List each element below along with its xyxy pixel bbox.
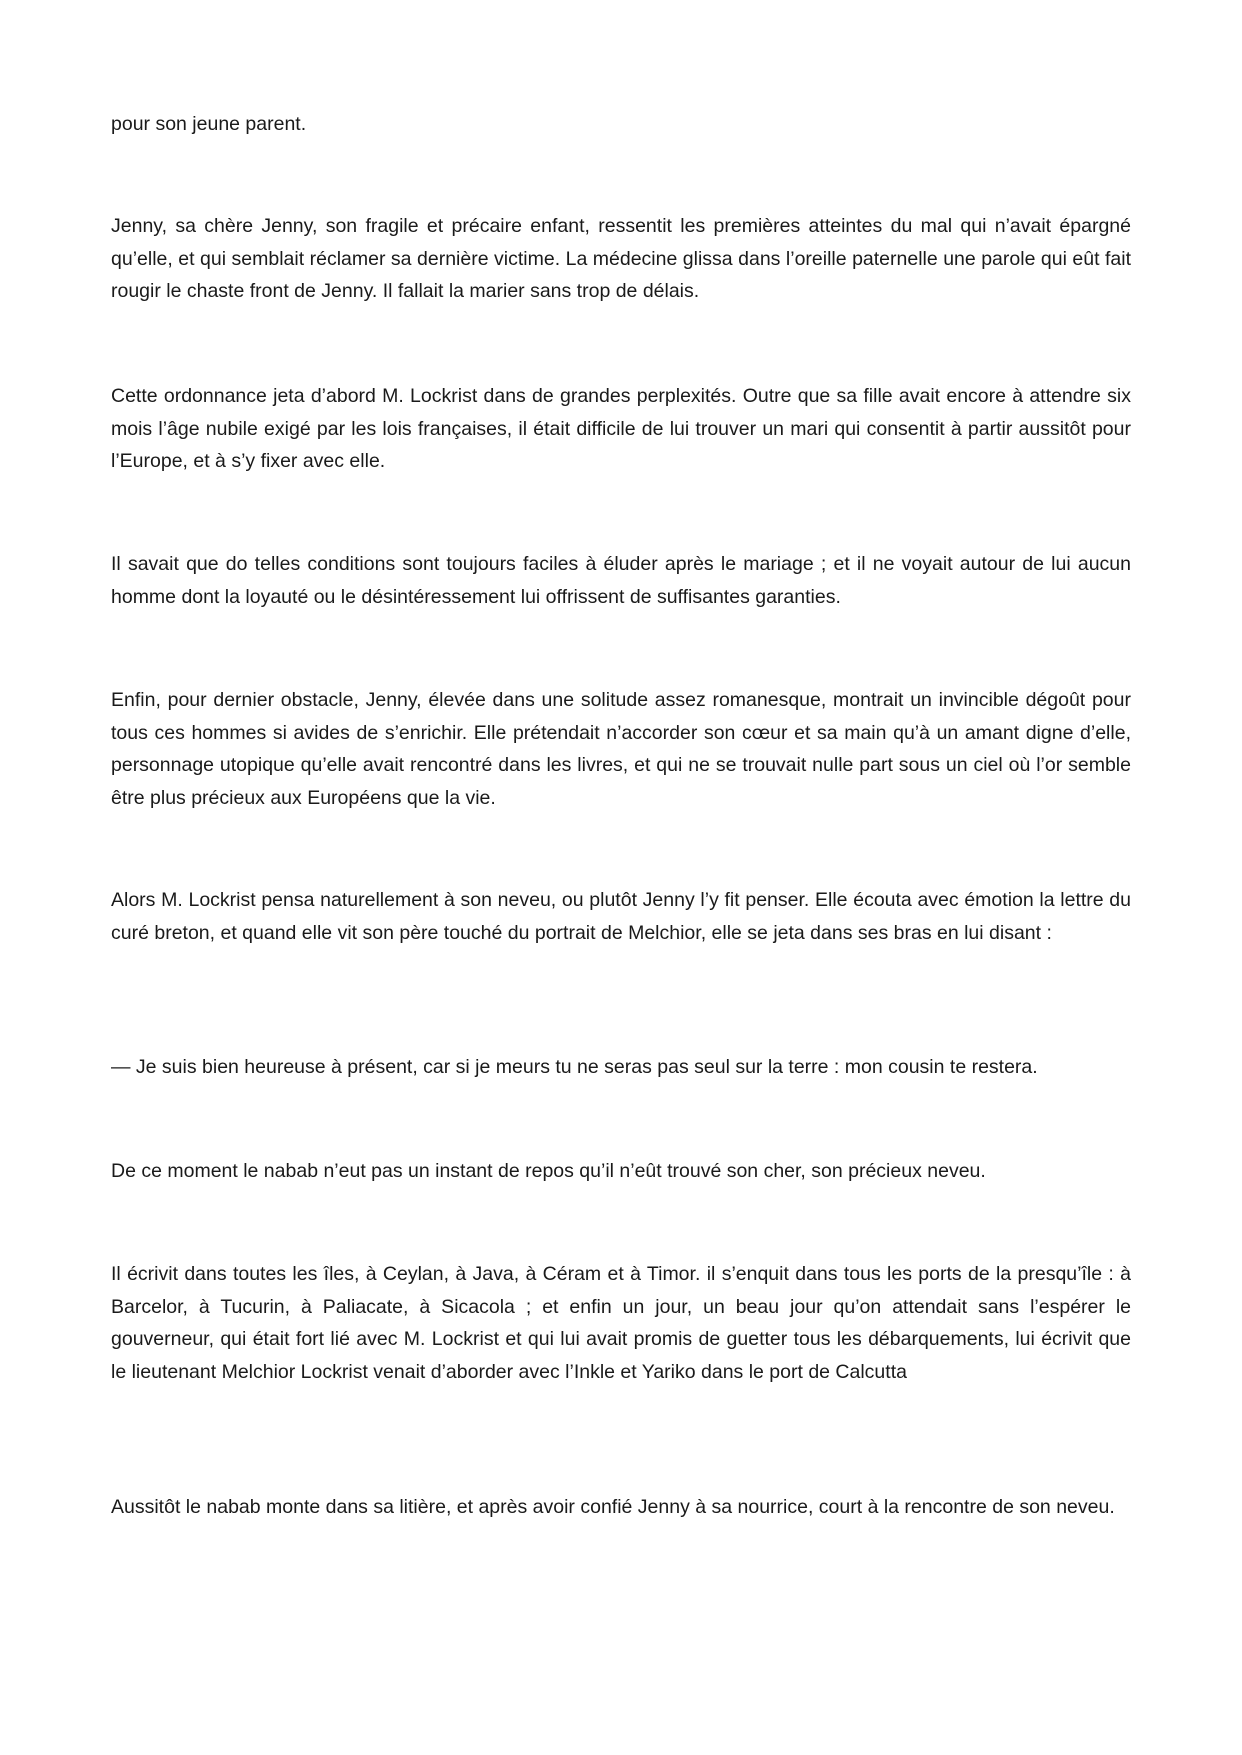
paragraph: De ce moment le nabab n’eut pas un instant de repos qu’il n’eût trouvé son cher, son précieux neveu. xyxy=(111,1160,986,1182)
paragraph: Alors M. Lockrist pensa naturellement à son neveu, ou plutôt Jenny l’y fit penser. Elle écouta avec émotion la lettre du curé breton, et quand elle vit son père touché du portrait de Melchior, elle se jeta dans ses bras en lui disant : xyxy=(111,889,1131,944)
paragraph: Cette ordonnance jeta d’abord M. Lockrist dans de grandes perplexités. Outre que sa fille avait encore à attendre six mois l’âge nubile exigé par les lois françaises, il était difficile de lui trouver un mari qui consentit à partir aussitôt pour l’Europe, et à s’y fixer avec elle. xyxy=(111,385,1131,472)
paragraph: Jenny, sa chère Jenny, son fragile et précaire enfant, ressentit les premières atteintes du mal qui n’avait épargné qu’elle, et qui semblait réclamer sa dernière victime. La médecine glissa dans l’oreille paternelle une parole qui eût fait rougir le chaste front de Jenny. Il fallait la marier sans trop de délais. xyxy=(111,215,1131,302)
paragraph: — Je suis bien heureuse à présent, car si je meurs tu ne seras pas seul sur la terre : mon cousin te restera. xyxy=(111,1056,1038,1078)
paragraph: Il savait que do telles conditions sont toujours faciles à éluder après le mariage ; et il ne voyait autour de lui aucun homme dont la loyauté ou le désintéressement lui offrissent de suffisantes garanties. xyxy=(111,553,1131,608)
paragraph: Aussitôt le nabab monte dans sa litière, et après avoir confié Jenny à sa nourrice, court à la rencontre de son neveu. xyxy=(111,1496,1115,1518)
paragraph: Enfin, pour dernier obstacle, Jenny, élevée dans une solitude assez romanesque, montrait un invincible dégoût pour tous ces hommes si avides de s’enrichir. Elle prétendait n’accorder son cœur et sa main qu’à un amant digne d’elle, personnage utopique qu’elle avait rencontré dans les livres, et qui ne se trouvait nulle part sous un ciel où l’or semble être plus précieux aux Européens que la vie. xyxy=(111,689,1131,809)
paragraph: pour son jeune parent. xyxy=(111,113,307,135)
paragraph: Il écrivit dans toutes les îles, à Ceylan, à Java, à Céram et à Timor. il s’enquit dans tous les ports de la presqu’île : à Barcelor, à Tucurin, à Paliacate, à Sicacola ; et enfin un jour, un beau jour qu’on attendait sans l’espérer le gouverneur, qui était fort lié avec M. Lockrist et qui lui avait promis de guetter tous les débarquements, lui écrivit que le lieutenant Melchior Lockrist venait d’aborder avec l’Inkle et Yariko dans le port de Calcutta xyxy=(111,1263,1131,1383)
